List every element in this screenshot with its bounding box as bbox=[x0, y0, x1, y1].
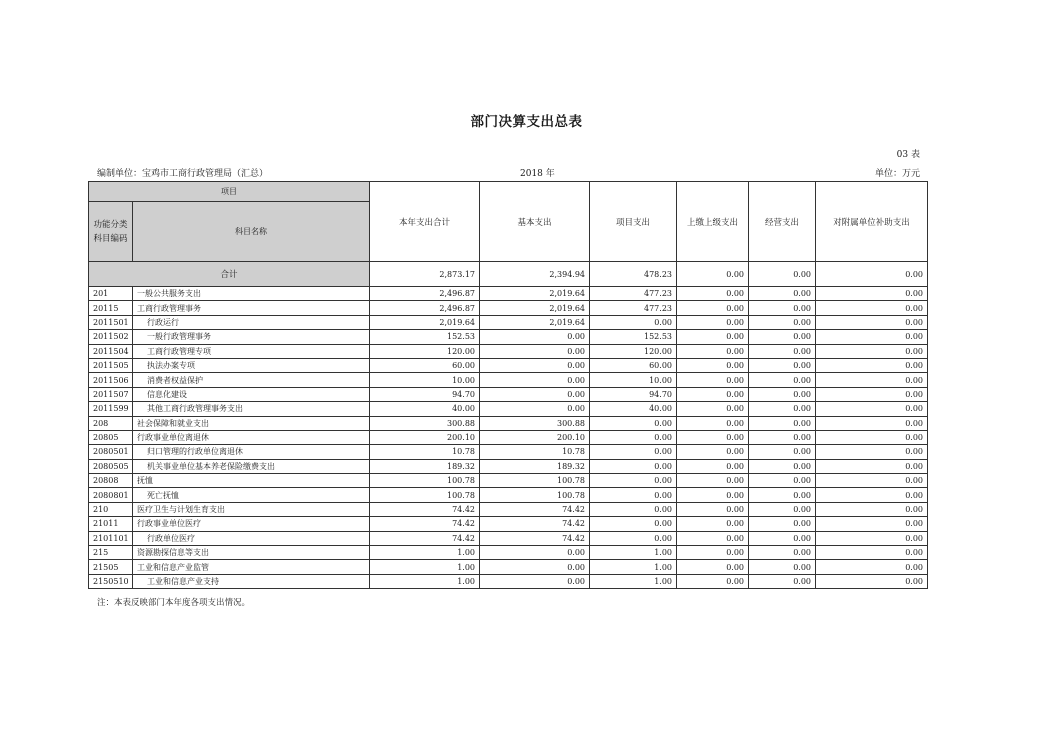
row-value: 74.42 bbox=[370, 502, 480, 516]
row-name-cell bbox=[133, 315, 370, 329]
row-value: 0.00 bbox=[677, 373, 749, 387]
row-name-cell bbox=[133, 488, 370, 502]
row-name-cell bbox=[133, 402, 370, 416]
table-row bbox=[89, 358, 928, 372]
row-value: 0.00 bbox=[816, 287, 928, 301]
row-value: 0.00 bbox=[677, 301, 749, 315]
row-value: 0.00 bbox=[677, 344, 749, 358]
header-name: 科目名称 bbox=[133, 202, 370, 262]
table-row bbox=[89, 387, 928, 401]
row-value: 2,496.87 bbox=[370, 287, 480, 301]
row-value: 0.00 bbox=[749, 502, 816, 516]
row-code: 2101101 bbox=[89, 531, 133, 545]
row-name: 归口管理的行政单位离退休 bbox=[147, 447, 243, 457]
row-name: 社会保障和就业支出 bbox=[137, 418, 209, 428]
row-name-cell bbox=[133, 330, 370, 344]
table-row bbox=[89, 546, 928, 560]
row-value: 477.23 bbox=[590, 301, 677, 315]
table-row bbox=[89, 416, 928, 430]
row-name: 执法办案专项 bbox=[147, 361, 195, 371]
row-value: 152.53 bbox=[370, 330, 480, 344]
row-name-cell bbox=[133, 517, 370, 531]
row-value: 0.00 bbox=[480, 574, 590, 588]
row-name: 资源勘探信息等支出 bbox=[137, 548, 209, 558]
row-value: 0.00 bbox=[677, 430, 749, 444]
total-row bbox=[89, 262, 928, 287]
table-row bbox=[89, 330, 928, 344]
row-name-cell bbox=[133, 502, 370, 516]
row-value: 0.00 bbox=[480, 402, 590, 416]
row-code: 2011501 bbox=[89, 315, 133, 329]
total-label: 合计 bbox=[89, 262, 370, 287]
row-value: 0.00 bbox=[816, 301, 928, 315]
table-row bbox=[89, 315, 928, 329]
row-code: 20808 bbox=[89, 474, 133, 488]
row-value: 1.00 bbox=[590, 574, 677, 588]
table-row bbox=[89, 517, 928, 531]
row-code: 2080801 bbox=[89, 488, 133, 502]
row-value: 0.00 bbox=[677, 474, 749, 488]
row-value: 0.00 bbox=[590, 459, 677, 473]
row-value: 0.00 bbox=[677, 488, 749, 502]
row-value: 100.78 bbox=[370, 488, 480, 502]
row-value: 0.00 bbox=[749, 373, 816, 387]
row-code: 21505 bbox=[89, 560, 133, 574]
row-name-cell bbox=[133, 358, 370, 372]
expenditure-table bbox=[88, 181, 928, 589]
row-value: 0.00 bbox=[749, 315, 816, 329]
row-name: 工业和信息产业监管 bbox=[137, 562, 209, 572]
row-value: 0.00 bbox=[480, 387, 590, 401]
row-name: 医疗卫生与计划生育支出 bbox=[137, 505, 225, 515]
row-code: 2011507 bbox=[89, 387, 133, 401]
header-subsidy: 对附属单位补助支出 bbox=[816, 182, 928, 262]
row-value: 0.00 bbox=[816, 402, 928, 416]
row-value: 0.00 bbox=[749, 574, 816, 588]
row-value: 0.00 bbox=[677, 517, 749, 531]
header-code: 功能分类科目编码 bbox=[89, 202, 133, 262]
row-value: 2,496.87 bbox=[370, 301, 480, 315]
row-code: 201 bbox=[89, 287, 133, 301]
row-name: 信息化建设 bbox=[147, 389, 187, 399]
row-value: 1.00 bbox=[590, 560, 677, 574]
row-value: 0.00 bbox=[749, 344, 816, 358]
row-value: 10.78 bbox=[370, 445, 480, 459]
row-name: 死亡抚恤 bbox=[147, 490, 179, 500]
currency-unit: 单位：万元 bbox=[874, 169, 920, 179]
row-code: 210 bbox=[89, 502, 133, 516]
header-remit-upper: 上缴上级支出 bbox=[677, 182, 749, 262]
table-row bbox=[89, 402, 928, 416]
row-value: 0.00 bbox=[749, 416, 816, 430]
row-value: 0.00 bbox=[749, 358, 816, 372]
row-value: 10.00 bbox=[370, 373, 480, 387]
row-value: 0.00 bbox=[816, 502, 928, 516]
header-project-expenditure: 项目支出 bbox=[590, 182, 677, 262]
table-row bbox=[89, 474, 928, 488]
row-value: 0.00 bbox=[590, 502, 677, 516]
row-value: 0.00 bbox=[816, 574, 928, 588]
row-value: 10.00 bbox=[590, 373, 677, 387]
row-code: 21011 bbox=[89, 517, 133, 531]
total-cell: 2,394.94 bbox=[480, 262, 590, 287]
row-name-cell bbox=[133, 387, 370, 401]
row-name: 工商行政管理事务 bbox=[137, 303, 201, 313]
row-value: 0.00 bbox=[749, 287, 816, 301]
row-value: 0.00 bbox=[816, 459, 928, 473]
row-name-cell bbox=[133, 546, 370, 560]
row-value: 0.00 bbox=[480, 373, 590, 387]
row-value: 0.00 bbox=[677, 330, 749, 344]
row-value: 0.00 bbox=[816, 416, 928, 430]
row-value: 0.00 bbox=[816, 560, 928, 574]
row-code: 2011504 bbox=[89, 344, 133, 358]
row-code: 2011599 bbox=[89, 402, 133, 416]
row-value: 0.00 bbox=[590, 430, 677, 444]
row-name-cell bbox=[133, 531, 370, 545]
row-name: 其他工商行政管理事务支出 bbox=[147, 404, 243, 414]
row-value: 189.32 bbox=[480, 459, 590, 473]
row-name-cell bbox=[133, 416, 370, 430]
row-value: 0.00 bbox=[677, 416, 749, 430]
row-value: 0.00 bbox=[590, 474, 677, 488]
row-code: 20805 bbox=[89, 430, 133, 444]
row-value: 0.00 bbox=[677, 531, 749, 545]
row-value: 0.00 bbox=[749, 330, 816, 344]
row-value: 152.53 bbox=[590, 330, 677, 344]
row-value: 74.42 bbox=[370, 517, 480, 531]
row-name-cell bbox=[133, 560, 370, 574]
row-value: 0.00 bbox=[480, 344, 590, 358]
row-value: 100.78 bbox=[480, 488, 590, 502]
row-value: 0.00 bbox=[816, 445, 928, 459]
row-value: 0.00 bbox=[677, 358, 749, 372]
form-number: 03 表 bbox=[896, 150, 920, 160]
table-row bbox=[89, 560, 928, 574]
row-value: 0.00 bbox=[677, 315, 749, 329]
row-value: 0.00 bbox=[749, 402, 816, 416]
row-code: 2011506 bbox=[89, 373, 133, 387]
total-cell: 2,873.17 bbox=[370, 262, 480, 287]
row-value: 100.78 bbox=[370, 474, 480, 488]
organization-label: 编制单位：宝鸡市工商行政管理局（汇总） bbox=[97, 169, 269, 179]
row-value: 0.00 bbox=[816, 474, 928, 488]
row-value: 189.32 bbox=[370, 459, 480, 473]
row-value: 1.00 bbox=[590, 546, 677, 560]
row-value: 0.00 bbox=[816, 531, 928, 545]
total-cell: 0.00 bbox=[749, 262, 816, 287]
row-value: 120.00 bbox=[590, 344, 677, 358]
row-value: 0.00 bbox=[677, 546, 749, 560]
row-code: 2011505 bbox=[89, 358, 133, 372]
table-row bbox=[89, 430, 928, 444]
row-value: 74.42 bbox=[480, 502, 590, 516]
table-row bbox=[89, 373, 928, 387]
row-value: 74.42 bbox=[480, 531, 590, 545]
row-value: 0.00 bbox=[677, 502, 749, 516]
row-value: 0.00 bbox=[749, 430, 816, 444]
header-basic: 基本支出 bbox=[480, 182, 590, 262]
row-value: 74.42 bbox=[370, 531, 480, 545]
row-name: 工业和信息产业支持 bbox=[147, 577, 219, 586]
table-row bbox=[89, 301, 928, 315]
row-name: 一般行政管理事务 bbox=[147, 332, 211, 342]
header-project: 项目 bbox=[89, 182, 370, 202]
row-name-cell bbox=[133, 373, 370, 387]
row-name: 一般公共服务支出 bbox=[137, 289, 201, 299]
row-value: 0.00 bbox=[816, 373, 928, 387]
row-value: 2,019.64 bbox=[480, 301, 590, 315]
row-name-cell bbox=[133, 344, 370, 358]
row-value: 0.00 bbox=[749, 531, 816, 545]
row-value: 0.00 bbox=[816, 315, 928, 329]
total-cell: 478.23 bbox=[590, 262, 677, 287]
report-year: 2018 年 bbox=[520, 169, 555, 179]
table-row bbox=[89, 287, 928, 301]
row-value: 0.00 bbox=[590, 315, 677, 329]
row-name: 行政事业单位离退休 bbox=[137, 433, 209, 443]
total-cell: 0.00 bbox=[677, 262, 749, 287]
row-value: 0.00 bbox=[749, 387, 816, 401]
footnote: 注：本表反映部门本年度各项支出情况。 bbox=[97, 598, 251, 608]
row-value: 0.00 bbox=[677, 574, 749, 588]
row-name-cell bbox=[133, 287, 370, 301]
header-business: 经营支出 bbox=[749, 182, 816, 262]
row-value: 1.00 bbox=[370, 546, 480, 560]
row-name: 消费者权益保护 bbox=[147, 375, 203, 385]
total-cell: 0.00 bbox=[816, 262, 928, 287]
row-name-cell bbox=[133, 445, 370, 459]
row-value: 0.00 bbox=[480, 546, 590, 560]
row-value: 74.42 bbox=[480, 517, 590, 531]
row-value: 0.00 bbox=[749, 517, 816, 531]
row-value: 0.00 bbox=[480, 560, 590, 574]
row-value: 0.00 bbox=[749, 301, 816, 315]
row-code: 2011502 bbox=[89, 330, 133, 344]
table-row bbox=[89, 344, 928, 358]
row-value: 0.00 bbox=[816, 517, 928, 531]
row-code: 208 bbox=[89, 416, 133, 430]
row-value: 10.78 bbox=[480, 445, 590, 459]
row-value: 1.00 bbox=[370, 574, 480, 588]
row-value: 2,019.64 bbox=[480, 315, 590, 329]
row-name: 工商行政管理专项 bbox=[147, 346, 211, 356]
table-row bbox=[89, 502, 928, 516]
row-value: 0.00 bbox=[749, 459, 816, 473]
row-value: 0.00 bbox=[749, 560, 816, 574]
row-name: 机关事业单位基本养老保险缴费支出 bbox=[147, 461, 275, 471]
row-name: 抚恤 bbox=[137, 476, 153, 486]
row-value: 60.00 bbox=[370, 358, 480, 372]
row-value: 477.23 bbox=[590, 287, 677, 301]
row-value: 0.00 bbox=[816, 330, 928, 344]
row-value: 0.00 bbox=[816, 488, 928, 502]
row-value: 0.00 bbox=[749, 488, 816, 502]
row-value: 0.00 bbox=[816, 430, 928, 444]
row-value: 0.00 bbox=[677, 560, 749, 574]
row-value: 60.00 bbox=[590, 358, 677, 372]
row-value: 120.00 bbox=[370, 344, 480, 358]
row-value: 94.70 bbox=[370, 387, 480, 401]
header-total: 本年支出合计 bbox=[370, 182, 480, 262]
row-value: 0.00 bbox=[590, 445, 677, 459]
row-value: 200.10 bbox=[480, 430, 590, 444]
row-value: 2,019.64 bbox=[480, 287, 590, 301]
row-value: 300.88 bbox=[480, 416, 590, 430]
row-value: 94.70 bbox=[590, 387, 677, 401]
row-value: 200.10 bbox=[370, 430, 480, 444]
row-value: 0.00 bbox=[677, 445, 749, 459]
row-value: 300.88 bbox=[370, 416, 480, 430]
row-value: 0.00 bbox=[677, 402, 749, 416]
row-name: 行政事业单位医疗 bbox=[137, 519, 201, 529]
row-code: 2080501 bbox=[89, 445, 133, 459]
row-value: 2,019.64 bbox=[370, 315, 480, 329]
row-value: 40.00 bbox=[590, 402, 677, 416]
row-name-cell bbox=[133, 459, 370, 473]
row-code: 215 bbox=[89, 546, 133, 560]
table-row bbox=[89, 445, 928, 459]
row-name: 行政单位医疗 bbox=[147, 533, 195, 543]
row-value: 0.00 bbox=[677, 387, 749, 401]
row-value: 0.00 bbox=[749, 474, 816, 488]
table-row bbox=[89, 488, 928, 502]
row-value: 0.00 bbox=[480, 358, 590, 372]
row-value: 0.00 bbox=[749, 546, 816, 560]
page-title: 部门决算支出总表 bbox=[470, 114, 583, 130]
row-name-cell bbox=[133, 474, 370, 488]
row-name-cell bbox=[133, 301, 370, 315]
row-value: 0.00 bbox=[590, 517, 677, 531]
row-name-cell bbox=[133, 430, 370, 444]
row-value: 0.00 bbox=[816, 358, 928, 372]
row-value: 100.78 bbox=[480, 474, 590, 488]
row-value: 0.00 bbox=[816, 387, 928, 401]
row-name: 行政运行 bbox=[147, 317, 179, 327]
row-value: 0.00 bbox=[816, 546, 928, 560]
row-value: 0.00 bbox=[816, 344, 928, 358]
row-code: 2080505 bbox=[89, 459, 133, 473]
row-value: 0.00 bbox=[590, 488, 677, 502]
row-value: 0.00 bbox=[590, 416, 677, 430]
row-value: 1.00 bbox=[370, 560, 480, 574]
row-name-cell bbox=[133, 574, 370, 588]
row-value: 0.00 bbox=[677, 459, 749, 473]
row-value: 0.00 bbox=[590, 531, 677, 545]
row-value: 40.00 bbox=[370, 402, 480, 416]
row-code: 20115 bbox=[89, 301, 133, 315]
row-value: 0.00 bbox=[480, 330, 590, 344]
row-value: 0.00 bbox=[677, 287, 749, 301]
row-code: 2150510 bbox=[89, 574, 133, 588]
row-value: 0.00 bbox=[749, 445, 816, 459]
table-row bbox=[89, 531, 928, 545]
table-row bbox=[89, 574, 928, 588]
table-row bbox=[89, 459, 928, 473]
